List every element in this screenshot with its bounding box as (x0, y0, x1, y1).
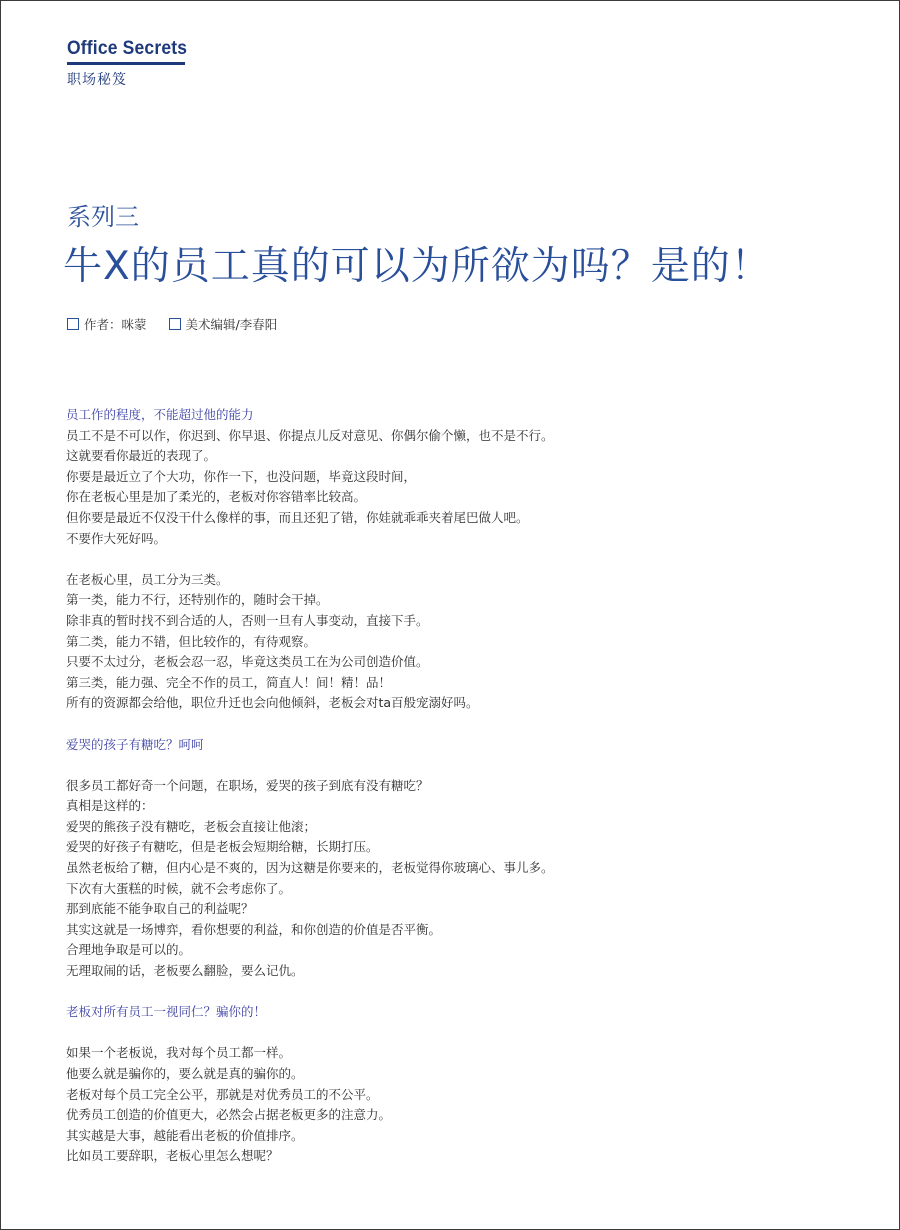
article-section (66, 735, 846, 1003)
paragraph-gap (66, 549, 846, 570)
masthead-rule (67, 62, 185, 65)
body-text-line: 真相是这样的： (66, 798, 154, 814)
body-text-line: 其实这就是一场博弈，看你想要的利益，和你创造的价值是否平衡。 (66, 921, 442, 937)
paragraph-gap (66, 1023, 846, 1044)
body-text-line: 这就要看你最近的表现了。 (66, 448, 217, 464)
body-text-line: 除非真的暂时找不到合适的人，否则一旦有人事变动，直接下手。 (66, 612, 429, 628)
body-text-line: 在老板心里，员工分为三类。 (66, 571, 229, 587)
body-text-line: 其实越是大事，越能看出老板的价值排序。 (66, 1127, 304, 1143)
body-text-line: 那到底能不能争取自己的利益呢？ (66, 901, 254, 917)
article-section (66, 1002, 846, 1167)
section-heading: 员工作的程度，不能超过他的能力 (66, 407, 254, 422)
body-text-line: 很多员工都好奇一个问题，在职场，爱哭的孩子到底有没有糖吃？ (66, 777, 429, 793)
art-editor-text: 美术编辑/李春阳 (185, 317, 278, 332)
art-editor-credit (169, 315, 278, 333)
article-title: 牛X的员工真的可以为所欲为吗？是的！ (63, 244, 771, 289)
article-section (66, 405, 846, 735)
body-text-line: 无理取闹的话，老板要么翻脸，要么记仇。 (66, 963, 304, 979)
credits (67, 315, 277, 333)
section-gap (66, 714, 846, 735)
body-text-line: 你在老板心里是加了柔光的，老板对你容错率比较高。 (66, 489, 367, 505)
body-text-line: 老板对每个员工完全公平，那就是对优秀员工的不公平。 (66, 1086, 379, 1102)
section-gap (66, 982, 846, 1003)
masthead (67, 38, 198, 89)
body-text-line: 下次有大蛋糕的时候，就不会考虑你了。 (66, 880, 292, 896)
article-body (66, 405, 846, 1167)
square-bullet-icon (169, 318, 181, 330)
body-text-line: 你要是最近立了个大功，你作一下，也没问题，毕竟这段时间， (66, 468, 417, 484)
author-text: 作者：咪蒙 (84, 317, 147, 332)
body-text-line: 合理地争取是可以的。 (66, 942, 192, 958)
body-text-line: 第二类，能力不错，但比较作的，有待观察。 (66, 633, 317, 649)
body-text-line: 第三类，能力强、完全不作的员工，简直人！间！精！品！ (66, 674, 392, 690)
body-text-line: 所有的资源都会给他，职位升迁也会向他倾斜，老板会对ta百般宠溺好吗。 (66, 695, 479, 711)
square-bullet-icon (67, 318, 79, 330)
masthead-english: Office Secrets (67, 38, 188, 59)
body-text-line: 他要么就是骗你的，要么就是真的骗你的。 (66, 1066, 304, 1081)
body-text-line: 比如员工要辞职，老板心里怎么想呢？ (66, 1148, 279, 1164)
body-text-line: 不要作大死好吗。 (66, 530, 167, 546)
section-heading: 爱哭的孩子有糖吃？呵呵 (66, 736, 204, 752)
body-text-line: 优秀员工创造的价值更大，必然会占据老板更多的注意力。 (66, 1107, 392, 1123)
author-credit (67, 315, 147, 333)
body-text-line: 第一类，能力不行，还特别作的，随时会干掉。 (66, 592, 329, 608)
section-heading: 老板对所有员工一视同仁？骗你的！ (66, 1004, 267, 1020)
paragraph-gap (66, 755, 846, 776)
body-text-line: 爱哭的好孩子有糖吃，但是老板会短期给糖，长期打压。 (66, 839, 379, 855)
body-text-line: 只要不太过分，老板会忍一忍，毕竟这类员工在为公司创造价值。 (66, 654, 429, 670)
body-text-line: 员工不是不可以作，你迟到、你早退、你提点儿反对意见、你偶尔偷个懒，也不是不行。 (66, 427, 554, 443)
body-text-line: 虽然老板给了糖，但内心是不爽的，因为这糖是你要来的，老板觉得你玻璃心、事儿多。 (66, 860, 554, 876)
body-text-line: 但你要是最近不仅没干什么像样的事，而且还犯了错，你娃就乖乖夹着尾巴做人吧。 (66, 509, 529, 525)
masthead-chinese: 职场秘笈 (67, 72, 127, 88)
body-text-line: 如果一个老板说，我对每个员工都一样。 (66, 1045, 292, 1061)
body-text-line: 爱哭的熊孩子没有糖吃，老板会直接让他滚； (66, 818, 317, 834)
series-label: 系列三 (67, 203, 139, 231)
